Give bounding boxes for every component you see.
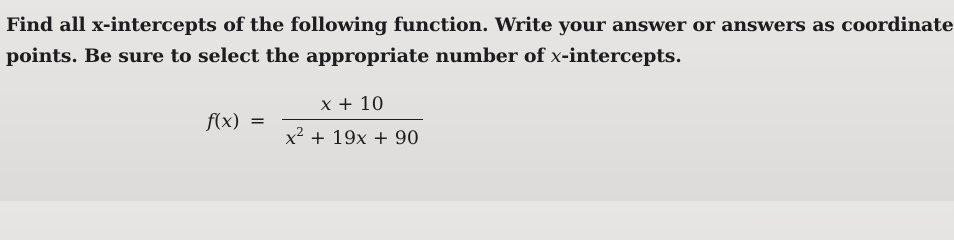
denominator-middle: + 19 (303, 127, 357, 149)
question-line-1: Find all x-intercepts of the following function. Write your answer or answers as coordinate (6, 14, 954, 36)
function-name: f (207, 110, 215, 132)
question-line-2-prefix: points. Be sure to select the appropriate number of (6, 45, 551, 67)
denominator-variable-1: x (285, 127, 297, 149)
denominator-rest: + 90 (366, 127, 419, 149)
question-line-2-suffix: -intercepts. (561, 45, 682, 67)
question-line-2 (6, 41, 766, 72)
question-variable: x (550, 45, 562, 67)
numerator-rest: + 10 (331, 93, 384, 115)
fraction-denominator (282, 120, 423, 151)
fraction-numerator (317, 91, 388, 119)
function-lhs: f(x) (207, 110, 240, 132)
equals-sign: = (249, 110, 266, 132)
denominator-exponent: 2 (296, 125, 304, 139)
denominator-variable-2: x (356, 127, 367, 149)
function-formula (207, 86, 427, 156)
fraction (278, 91, 427, 151)
question-text (6, 10, 954, 72)
numerator-variable: x (320, 93, 332, 115)
function-argument: x (221, 110, 233, 132)
